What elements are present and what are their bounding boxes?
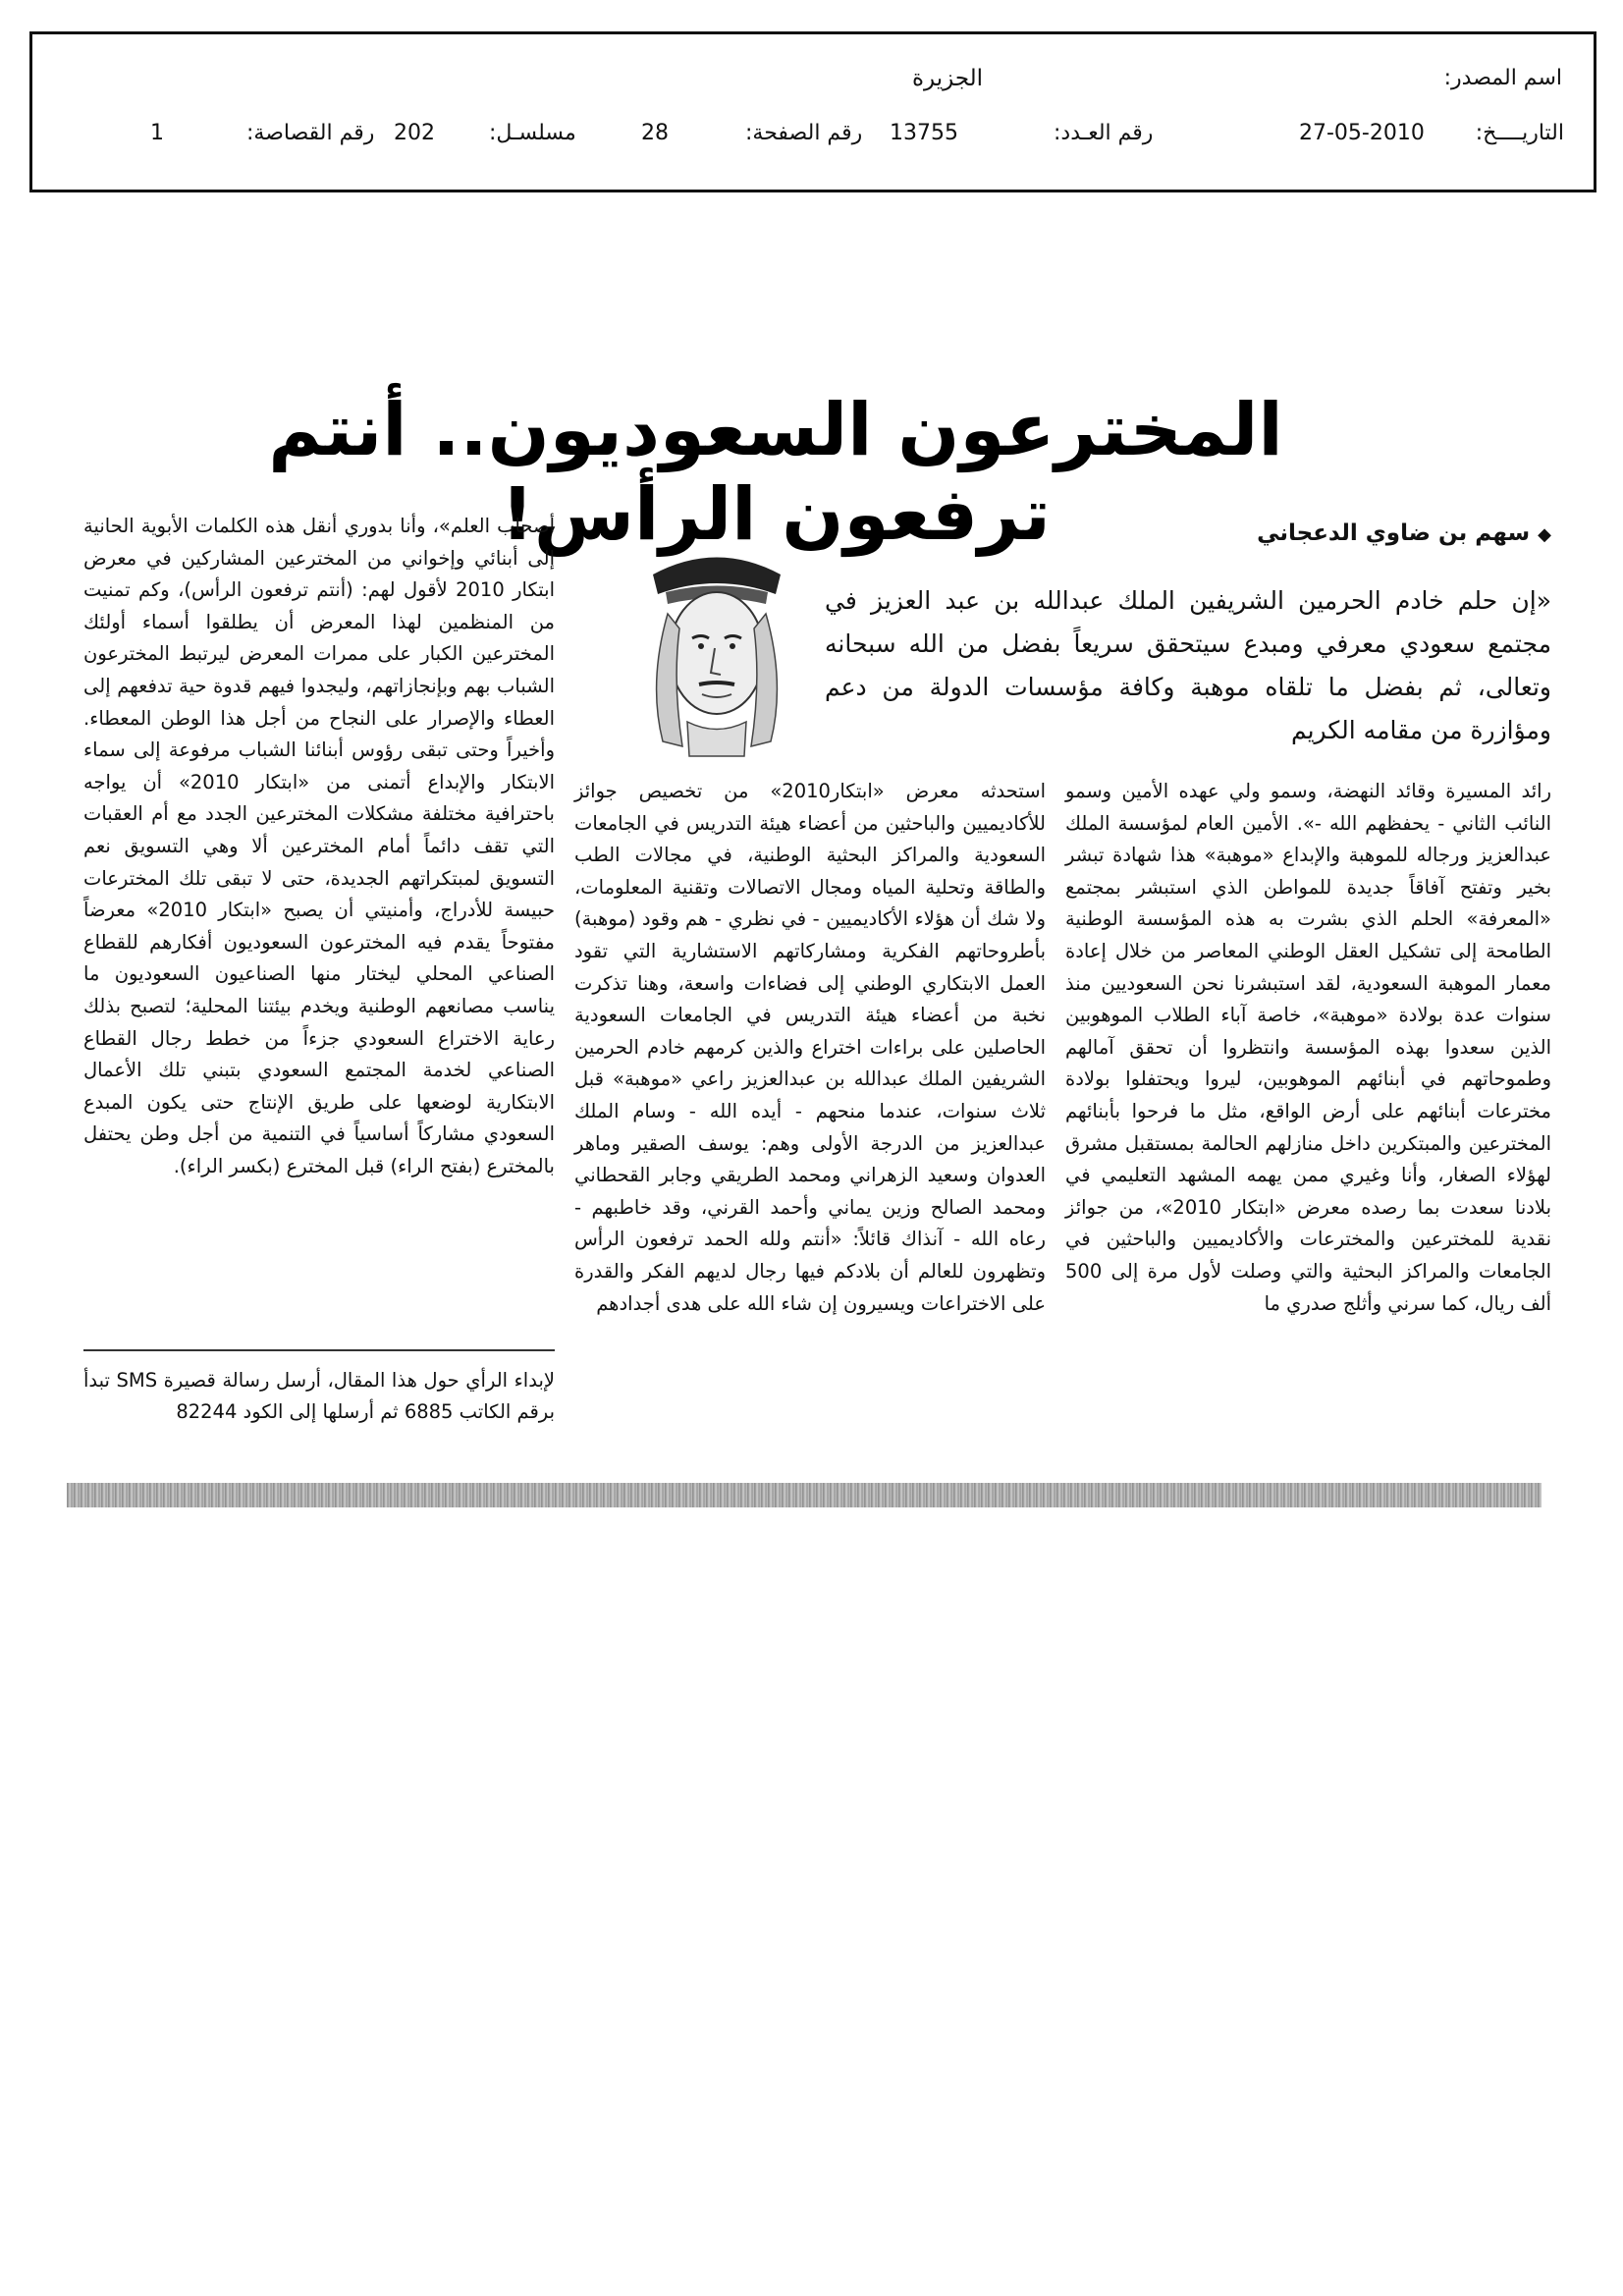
column-divider [83,1349,555,1351]
article-column-right [1065,776,1551,1320]
date-label: التاريــــخ: [1475,121,1564,145]
serial-label: مسلسـل: [489,121,576,145]
scan-edge-strip [67,1483,1542,1507]
clipping-value: 1 [150,121,164,145]
diamond-bullet-icon: ◆ [1538,524,1551,545]
sms-feedback-note: لإبداء الرأي حول هذا المقال، أرسل رسالة قصيرة SMS تبدأ برقم الكاتب 6885 ثم أرسلها إلى الكود 82244 [83,1369,555,1423]
clipping-label: رقم القصاصة: [246,121,375,145]
source-value: الجزيرة [912,66,984,91]
byline [825,520,1551,546]
author-portrait [628,535,805,761]
column-right-text: رائد المسيرة وقائد النهضة، وسمو ولي عهده الأمين وسمو النائب الثاني - يحفظهم الله -». الأمين العام لمؤسسة الملك عبدالعزيز ورجاله للموهبة والإبداع «موهبة» هذا شهادة تبشر بخير وتفتح آفاقاً جديدة للمواطن الذي استبشر بمجتمع «المعرفة» الحلم الذي بشرت به هذه المؤسسة الوطنية الطامحة إلى تشكيل العقل الوطني المعاصر من خلال إعادة معمار الموهبة السعودية، لقد استبشرنا نحن السعوديين منذ سنوات عدة بولادة «موهبة»، خاصة آباء الطلاب الموهوبين الذين سعدوا بهذه المؤسسة وانتظروا أن تحقق آمالهم وطموحاتهم في أبنائهم الموهوبين، ليروا ويحتفلوا بولادة مخترعات أبنائهم على أرض الواقع، مثل ما فرحوا بأبنائهم المخترعين والمبتكرين داخل منازلهم الحالمة بمستقبل مشرق لهؤلاء الصغار، وأنا وغيري ممن يهمه المشهد التعليمي في بلادنا سعدت بما رصده معرض «ابتكار 2010»، من جوائز نقدية للمخترعين والمخترعات والأكاديميين والباحثين في الجامعات والمراكز البحثية والتي وصلت لأول مرة إلى 500 ألف ريال، كما سرني وأثلج صدري ما [1065,780,1551,1315]
clipping-metadata-box [29,31,1596,192]
issue-value: 13755 [890,121,958,145]
column-left-text: أصحاب العلم»، وأنا بدوري أنقل هذه الكلمات الأبوية الحانية إلى أبنائي وإخواني من المخترعين المشاركين في معرض ابتكار 2010 لأقول لهم: (أنتم ترفعون الرأس)، وكم تمنيت من المنظمين لهذا المعرض أن يطلقوا أسماء أولئك المخترعين الكبار على ممرات المعرض ليرتبط المخترعون الشباب بهم وبإنجازاتهم، وليجدوا فيهم قدوة حية تدفعهم إلى العطاء والإصرار على النجاح من أجل هذا الوطن المعطاء. وأخيراً وحتى تبقى رؤوس أبنائنا الشباب مرفوعة إلى سماء الابتكار والإبداع أتمنى من «ابتكار 2010» أن يواجه باحترافية مختلفة مشكلات المخترعين الجدد مع أم العقبات التي تقف دائماً أمام المخترعين ألا وهي التسويق نعم التسويق لمبتكراتهم الجديدة، حتى لا تبقى تلك المخترعات حبيسة للأدراج، وأمنيتي أن يصبح «ابتكار 2010» معرضاً مفتوحاً يقدم فيه المخترعون السعوديون أفكارهم للقطاع الصناعي المحلي ليختار منها الصناعيون السعوديون ما يناسب مصانعهم الوطنية ويخدم بيئتنا المحلية؛ لتصبح بذلك رعاية الاختراع السعودي جزءاً من خطط رجال القطاع الصناعي لخدمة المجتمع السعودي بتبني تلك الأعمال الابتكارية لوضعها على طريق الإنتاج حتى يكون المبدع السعودي مشاركاً أساسياً في التنمية من أجل وطن يحتفل بالمخترع (بفتح الراء) قبل المخترع (بكسر الراء). [83,515,556,1177]
page-value: 28 [641,121,669,145]
page-label: رقم الصفحة: [745,121,863,145]
article-headline: المخترعون السعوديون.. أنتم ترفعون الرأس! [268,388,1283,557]
date-value: 27-05-2010 [1299,121,1425,145]
column-middle-text: استحدثه معرض «ابتكار2010» من تخصيص جوائز للأكاديميين والباحثين من أعضاء هيئة التدريس في الجامعات السعودية والمراكز البحثية الوطنية، في مجالات الطب والطاقة وتحلية المياه ومجال الاتصالات وتقنية المعلومات، ولا شك أن هؤلاء الأكاديميين - في نظري - هم وقود (موهبة) بأطروحاتهم الفكرية ومشاركاتهم الاستشارية التي تقود العمل الابتكاري الوطني إلى فضاءات واسعة، وهنا تذكرت نخبة من أعضاء هيئة التدريس في الجامعات السعودية الحاصلين على براءات اختراع والذين كرمهم خادم الحرمين الشريفين الملك عبدالله بن عبدالعزيز راعي «موهبة» قبل ثلاث سنوات، عندما منحهم - أيده الله - وسام الملك عبدالعزيز من الدرجة الأولى وهم: يوسف الصقير وماهر العدوان وسعيد الزهراني ومحمد الطريقي وجابر القحطاني ومحمد الصالح وزين يماني وأحمد القرني، وقد خاطبهم - رعاه الله - آنذاك قائلاً: «أنتم ولله الحمد ترفعون الرأس وتظهرون للعالم أن بلادكم فيها رجال لديهم الفكر والقدرة على الاختراعات ويسيرون إن شاء الله على هدى أجدادهم [574,780,1046,1315]
source-label: اسم المصدر: [1443,66,1562,90]
author-name: سهم بن ضاوي الدعجاني [1257,520,1531,546]
issue-label: رقم العـدد: [1054,121,1154,145]
intro-text: «إن حلم خادم الحرمين الشريفين الملك عبدالله بن عبد العزيز في مجتمع سعودي معرفي ومبدع سيتحقق سريعاً بفضل من الله سبحانه وتعالى، ثم بفضل ما تلقاه موهبة وكافة مؤسسات الدولة من دعم ومؤازرة من مقامه الكريم [825,586,1551,744]
serial-value: 202 [394,121,435,145]
article-column-middle [574,776,1046,1320]
article-column-left [83,511,555,1182]
portrait-sketch-icon [628,535,805,761]
article-intro [825,579,1551,752]
